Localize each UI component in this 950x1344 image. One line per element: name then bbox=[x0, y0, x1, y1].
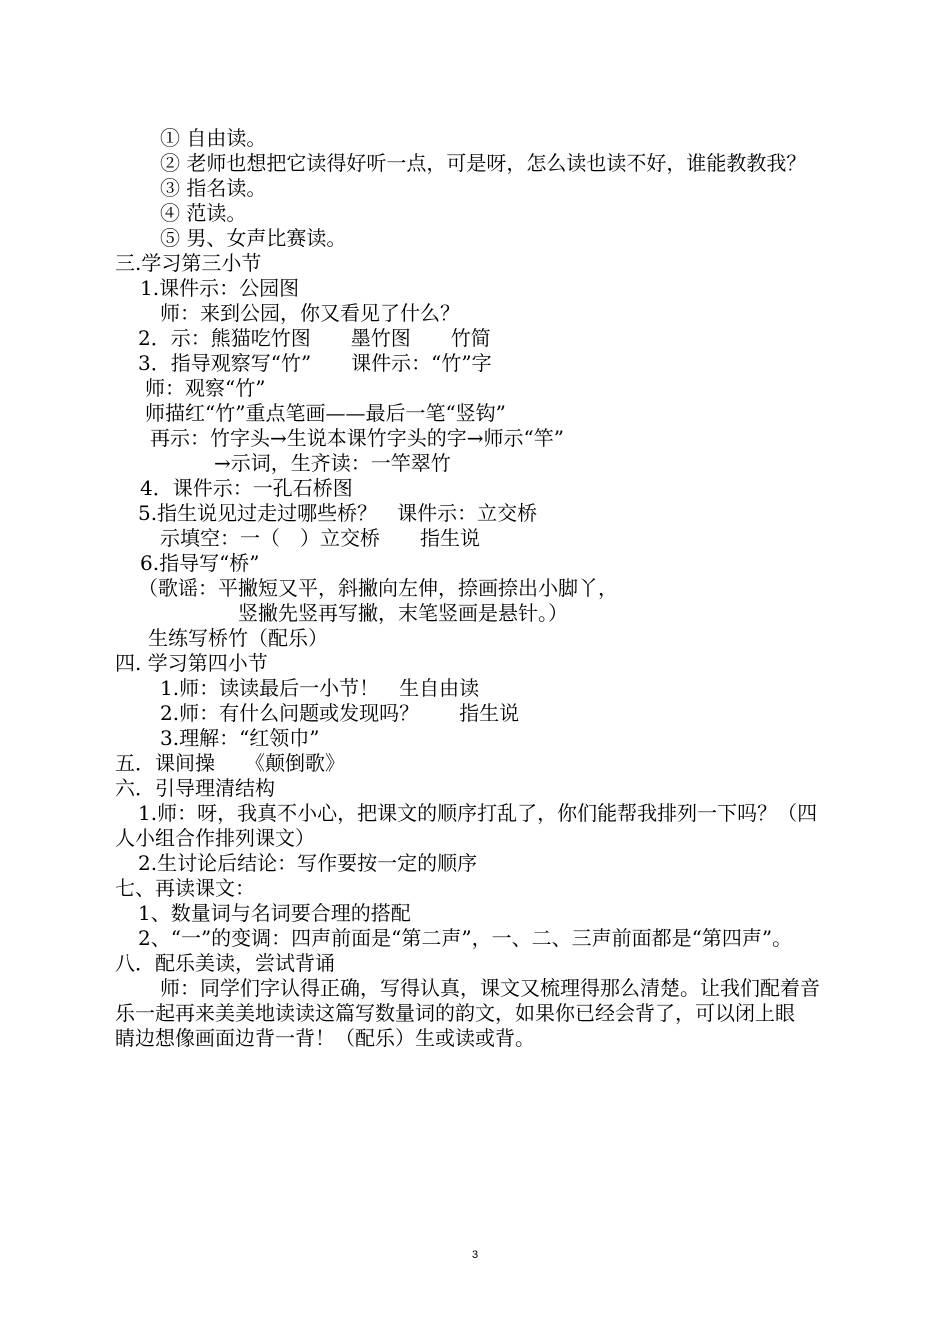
text-line: →示词，生齐读：一竿翠竹 bbox=[214, 451, 451, 475]
text-line: 1.师：读读最后一小节！ 生自由读 bbox=[160, 676, 480, 700]
section-heading-6: 六．引导理清结构 bbox=[115, 776, 275, 800]
text-line: 3．指导观察写“竹” 课件示：“竹”字 bbox=[138, 351, 492, 375]
text-line: 竖撇先竖再写撇，末笔竖画是悬针。） bbox=[238, 601, 568, 625]
text-line: 2、“一”的变调：四声前面是“第二声”，一、二、三声前面都是“第四声”。 bbox=[138, 926, 793, 950]
text-line: 师：来到公园，你又看见了什么？ bbox=[160, 301, 460, 325]
text-line: 5.指生说见过走过哪些桥？ 课件示：立交桥 bbox=[138, 501, 538, 525]
text-line-reading-3: ③ 指名读。 bbox=[160, 176, 267, 200]
text-line: 3.理解：“红领巾” bbox=[160, 726, 320, 750]
text-line-reading-1: ① 自由读。 bbox=[160, 126, 267, 150]
text-line: 睛边想像画面边背一背！（配乐）生或读或背。 bbox=[115, 1026, 535, 1050]
text-line-reading-4: ④ 范读。 bbox=[160, 201, 247, 225]
text-line: 示填空：一（ ）立交桥 指生说 bbox=[160, 526, 480, 550]
text-line: 6.指导写“桥” bbox=[140, 551, 260, 575]
section-heading-5: 五．课间操 《颠倒歌》 bbox=[115, 751, 345, 775]
text-line: 2.生讨论后结论：写作要按一定的顺序 bbox=[138, 851, 478, 875]
section-heading-7: 七、再读课文： bbox=[115, 876, 255, 900]
text-line-reading-5: ⑤ 男、女声比赛读。 bbox=[160, 226, 347, 250]
section-heading-3: 三.学习第三小节 bbox=[115, 251, 262, 275]
text-line: 1、数量词与名词要合理的搭配 bbox=[138, 901, 411, 925]
text-line: 再示：竹字头→生说本课竹字头的字→师示“竿” bbox=[150, 426, 564, 450]
page-number: 3 bbox=[471, 1249, 479, 1261]
section-heading-4: 四. 学习第四小节 bbox=[115, 651, 268, 675]
text-line: 1.课件示：公园图 bbox=[140, 276, 300, 300]
section-heading-8: 八．配乐美读，尝试背诵 bbox=[115, 951, 335, 975]
text-line: 人小组合作排列课文） bbox=[115, 826, 315, 850]
text-line: 乐一起再来美美地读读这篇写数量词的韵文，如果你已经会背了，可以闭上眼 bbox=[115, 1001, 795, 1025]
text-line: 2．示：熊猫吃竹图 墨竹图 竹简 bbox=[138, 326, 491, 350]
text-line: 1.师：呀，我真不小心，把课文的顺序打乱了，你们能帮我排列一下吗？（四 bbox=[138, 801, 818, 825]
text-line: 4．课件示：一孔石桥图 bbox=[140, 476, 353, 500]
text-line: （歌谣：平撇短又平，斜撇向左伸，捺画捺出小脚丫， bbox=[138, 576, 618, 600]
text-line-reading-2: ② 老师也想把它读得好听一点，可是呀，怎么读也读不好，谁能教教我？ bbox=[160, 151, 807, 175]
text-line: 师：观察“竹” bbox=[145, 376, 266, 400]
text-line: 2.师：有什么问题或发现吗？ 指生说 bbox=[160, 701, 520, 725]
text-line: 生练写桥竹（配乐） bbox=[148, 626, 328, 650]
text-line: 师：同学们字认得正确，写得认真，课文又梳理得那么清楚。让我们配着音 bbox=[160, 976, 820, 1000]
text-line: 师描红“竹”重点笔画——最后一笔“竖钩” bbox=[145, 401, 506, 425]
